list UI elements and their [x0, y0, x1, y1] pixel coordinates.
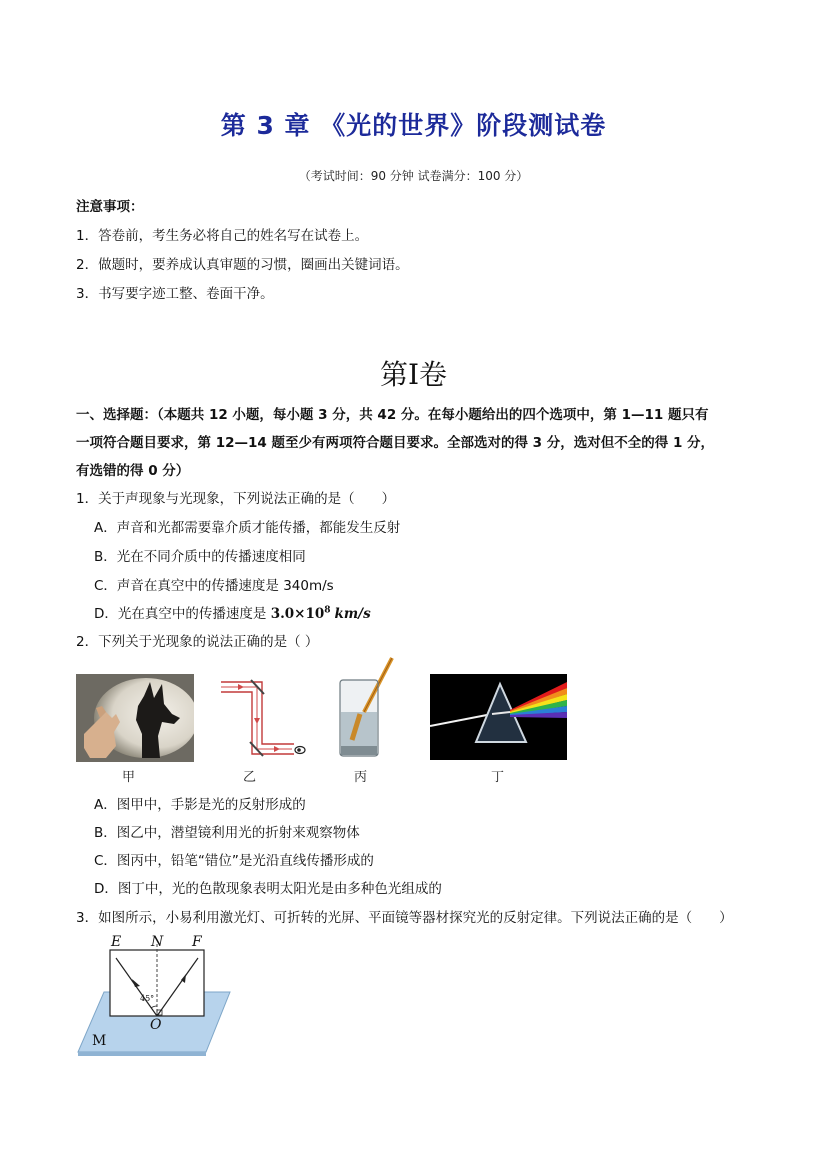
label-n: N	[151, 934, 164, 950]
figure-ding-prism-dispersion	[430, 674, 567, 760]
caption-ding: 丁	[491, 770, 505, 785]
q2-option-d: D．图丁中，光的色散现象表明太阳光是由多种色光组成的	[94, 881, 442, 897]
label-angle: 45°	[140, 994, 155, 1003]
q1-option-d-exponent: 8	[324, 605, 331, 616]
q1-option-d	[94, 602, 371, 622]
q1-option-a: A．声音和光都需要靠介质才能传播，都能发生反射	[94, 520, 401, 536]
note-item: 1．答卷前，考生务必将自己的姓名写在试卷上。	[76, 228, 369, 244]
q1-option-c: C．声音在真空中的传播速度是 340m/s	[94, 578, 334, 594]
note-item: 3．书写要字迹工整、卷面干净。	[76, 286, 274, 302]
volume-title: 第Ⅰ卷	[379, 358, 448, 391]
section-instruction: 一项符合题目要求，第 12—14 题至少有两项符合题目要求。全部选对的得 3 分，选对但不全的得 1 分，	[76, 435, 715, 451]
caption-yi: 乙	[243, 770, 257, 785]
caption-jia: 甲	[122, 770, 136, 785]
page-title: 第 3 章 《光的世界》阶段测试卷	[220, 111, 607, 140]
exam-info: （考试时间：90 分钟 试卷满分：100 分）	[298, 169, 529, 183]
label-m: M	[92, 1033, 107, 1049]
question-1-stem: 1．关于声现象与光现象，下列说法正确的是（ ）	[76, 491, 396, 507]
q1-option-b: B．光在不同介质中的传播速度相同	[94, 549, 306, 565]
label-o: O	[150, 1017, 162, 1033]
q1-option-d-unit: km/s	[334, 606, 371, 622]
q2-option-a: A．图甲中，手影是光的反射形成的	[94, 797, 306, 813]
figure-bing-pencil-in-glass	[332, 656, 396, 760]
figure-jia-hand-shadow	[76, 674, 194, 762]
section-instruction: 一、选择题：（本题共 12 小题，每小题 3 分，共 42 分。在每小题给出的四个选项中，第 1—11 题只有	[76, 407, 709, 423]
caption-bing: 丙	[354, 770, 368, 785]
section-instruction: 有选错的得 0 分）	[76, 463, 190, 479]
figure-yi-periscope	[218, 678, 308, 764]
q2-option-b: B．图乙中，潜望镜利用光的折射来观察物体	[94, 825, 360, 841]
q1-option-d-value: 3.0×10	[270, 606, 325, 622]
label-f: F	[192, 934, 202, 950]
notes-heading: 注意事项：	[76, 199, 144, 215]
label-e: E	[111, 934, 122, 950]
q2-option-c: C．图丙中，铅笔“错位”是光沿直线传播形成的	[94, 853, 374, 869]
question-3-stem: 3．如图所示，小易利用激光灯、可折转的光屏、平面镜等器材探究光的反射定律。下列说法正确的是（ ）	[76, 910, 733, 926]
q1-option-d-text: D．光在真空中的传播速度是	[94, 606, 271, 622]
question-2-stem: 2．下列关于光现象的说法正确的是（ ）	[76, 634, 319, 650]
note-item: 2．做题时，要养成认真审题的习惯，圈画出关键词语。	[76, 257, 409, 273]
